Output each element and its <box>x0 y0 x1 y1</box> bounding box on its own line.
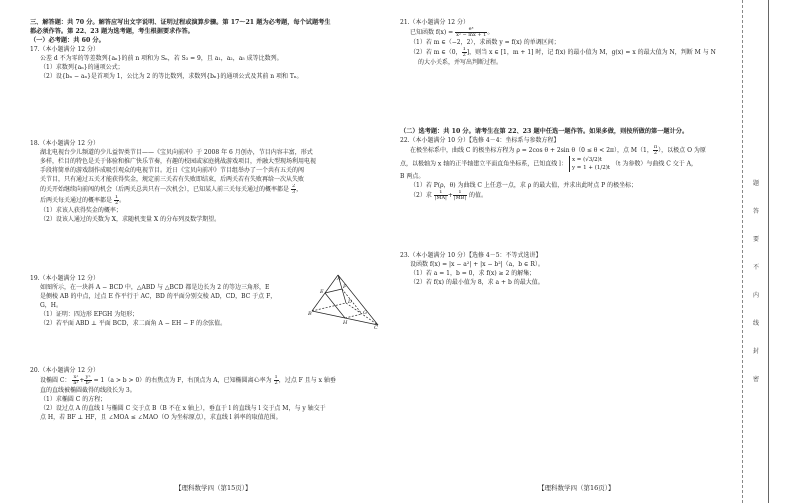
section3-header: 三、解答题：共 70 分。解答应写出文字说明、证明过程或演算步骤。第 17～21 题为必考题，每个试题考生 <box>30 19 331 26</box>
q22-line-text: 的值。 <box>468 192 487 199</box>
fig-label: E <box>320 289 324 295</box>
q21-line: （1）若 m ∈（−2，2），求函数 y = f(x) 的单调区间； <box>410 39 560 46</box>
fraction: $\frac{2}{3}$ <box>291 184 296 195</box>
q17-line: 公差 d 不为零的等差数列{aₙ}的前 n 项和为 Sₙ，若 S₃ = 9，且 a₁，a₂，a₅ 成等比数列。 <box>40 55 283 62</box>
q19-line: 是侧棱 AB 的中点，过点 E 作平行于 AC，BD 的平面分别交棱 AD，CD，BC 于点 F， <box>40 293 277 300</box>
q22-line <box>400 145 730 156</box>
q19-number: 19.（本小题满分 12 分） <box>30 275 99 282</box>
fraction: $\frac{1}{|MA|}$ <box>434 190 447 201</box>
q22-line <box>400 156 730 172</box>
fig-label: C <box>374 325 378 329</box>
binding-char: 不 <box>752 264 759 271</box>
right-column <box>400 18 730 287</box>
q18-line: 湖北电视台少儿频道的少儿益智类节目——《宝贝向前冲》于 2008 年 6 月创办，节目内容丰富，形式 <box>40 149 313 156</box>
q21-line <box>400 47 730 58</box>
q18-line: 手段将简单的游戏制作成吸引观众的电视节目。近日《宝贝向前冲》节目组举办了一个共有五关的闯 <box>40 167 305 174</box>
required-header: （一）必考题：共 60 分。 <box>30 37 105 44</box>
q20-number: 20.（本小题满分 12 分） <box>30 367 99 374</box>
binding-char: 题 <box>752 180 759 187</box>
section3-header-cont: 都必须作答。第 22、23 题为选考题，考生根据要求作答。 <box>30 28 194 35</box>
binding-notice <box>750 170 762 394</box>
q20-line-text: ，过点 F 且与 x 轴垂 <box>278 377 336 384</box>
fig-label: D <box>348 299 353 305</box>
q21-line-text: （2）若 m ∈（0， <box>410 49 462 56</box>
fraction: $\frac{\text{x²}}{\text{a²}}$ <box>73 375 79 386</box>
binding-char: 答 <box>752 208 759 215</box>
fraction: $\frac{1}{|MB|}$ <box>453 190 467 201</box>
q18-line: （1）求该人获得奖金的概率； <box>40 207 122 214</box>
q21-line: 的大小关系，并写出判断过程。 <box>418 59 503 66</box>
fraction: $\frac{\text{y²}}{\text{b²}}$ <box>85 375 91 386</box>
parametric-system <box>569 156 610 172</box>
q21-line-text: 已知函数 f(x) = <box>410 29 454 36</box>
q22-number: 22.（本小题满分 10 分）【选修 4－4：坐标系与参数方程】 <box>400 137 560 144</box>
page-footer-right: 【理科数学四（第16页）】 <box>538 484 615 492</box>
q19-line: G，H。 <box>40 302 63 309</box>
q20-line: 点 H，若 BF ⊥ HF，且 ∠MOA ≤ ∠MAO（O 为坐标原点），求直线 l 斜率的取值范围。 <box>40 414 282 421</box>
binding-dashed-line <box>742 0 744 503</box>
edge-hg <box>345 314 362 318</box>
q21-line-text: ]，则当 x ∈ [1，m + 1] 时，记 f(x) 的最小值为 M，g(x) = x 的最大值为 N，判断 M 与 N <box>466 49 716 56</box>
fraction: $\frac{1}{2}$ <box>274 375 278 386</box>
q18-line: 多样，栏目的特色是关于体验和推广快乐节奏，有趣的校园或家庭挑战游戏项目，并融大型现场利用电视 <box>40 158 317 165</box>
q18-line: 的关开始继续向前闯的机会（后两关总共只有一次机会），已知某人前三关每关通过的概率都是 $\frac{2}{3}$ ， <box>40 184 303 195</box>
q17-line: （2）设{bₙ − aₙ}是首项为 1，公比为 2 的等比数列，求数列{bₙ}的通项公式及其前 n 项和 Tₙ。 <box>40 73 303 80</box>
q19-line: 如图所示，在一块斜 A − BCD 中，△ABD 与 △BCD 都是边长为 2 的等边三角形，E <box>40 284 270 291</box>
fig-label: H <box>343 320 348 326</box>
q22-line: （1）若 P(ρ，θ) 为曲线 C 上任意一点，求 ρ 的最大值，并求出此时点 P 的极坐标； <box>410 182 638 189</box>
binding-solid-line <box>768 0 769 503</box>
left-column <box>30 18 385 422</box>
fraction: $\frac{1}{2}$ <box>114 195 119 206</box>
q18-line: 关节目，只有通过五关才能获得奖金，规定前三关若有失败即结束，后两关若有失败再给一次从失败 <box>40 176 305 183</box>
q19-line: （1）证明：四边形 EFGH 为矩形； <box>40 311 139 318</box>
q22-line: （2）求 $\frac{1}{|MA|}$ + $\frac{1}{|MB|}$ 的值。 <box>410 190 487 201</box>
binding-char: 封 <box>752 348 759 355</box>
binding-char: 内 <box>752 292 759 299</box>
q17-line: （1）求数列{aₙ}的通项公式； <box>40 64 124 71</box>
q23-line: （2）若 f(x) 的最小值为 8，求 a + b 的最大值。 <box>410 279 544 286</box>
question-23 <box>400 251 730 287</box>
q18-line: （2）设该人通过的关数为 X，求随机变量 X 的分布列及数学期望。 <box>40 216 221 223</box>
q21-line: 已知函数 f(x) = $\frac{\text{eˣ}}{\text{x² − mx + 1}}$ 。 <box>410 27 494 38</box>
q23-number: 23.（本小题满分 10 分）【选修 4－5：不等式选讲】 <box>400 252 542 259</box>
q20-line-text: 设椭圆 C： <box>40 377 71 384</box>
question-17 <box>30 45 385 81</box>
q22-line-text: （t 为参数）与曲线 C 交于 A， <box>612 160 698 168</box>
q20-line-text: = 1（a > b > 0）的右焦点为 F，右顶点为 A，已知椭圆离心率为 <box>93 377 272 384</box>
q18-line: 后两关每关通过的概率都是 $\frac{1}{2}$ 。 <box>40 195 126 206</box>
fig-label: F <box>343 284 347 290</box>
fraction: $\frac{\pi}{2}$ <box>653 145 658 156</box>
q18-line-text: 的关开始继续向前闯的机会（后两关总共只有一次机会），已知某人前三关每关通过的概率都是 <box>40 186 290 193</box>
binding-char: 要 <box>752 236 759 243</box>
q22-line-text: （2）求 <box>410 192 432 199</box>
q23-line: （1）若 a = 1，b = 0，求 f(x) ≥ 2 的解集； <box>410 270 536 277</box>
page-footer-left: 【理科数学四（第15页）】 <box>175 484 252 492</box>
tetrahedron-figure <box>308 273 380 329</box>
q20-line: 设椭圆 C： $\frac{\text{x²}}{\text{a²}}$ + $\frac{\text{y²}}{\text{b²}}$ = 1（a > b > 0）的右焦点为 F，右顶点为 A，已知椭圆离心率为 $\frac{1}{2}$ ，过点 F 且与 x 轴垂 <box>40 375 336 386</box>
q19-line: （2）若平面 ABD ⊥ 平面 BCD，求二面角 A − EH − F 的余弦值。 <box>40 320 227 327</box>
question-18 <box>30 139 385 224</box>
q20-line: 直的直线被椭圆截得的线段长为 3。 <box>40 387 136 394</box>
param-eq-y: y = 1 + (1/2)t <box>571 165 611 171</box>
question-21 <box>400 18 730 67</box>
q18-number: 18.（本小题满分 12 分） <box>30 140 99 147</box>
fraction: $\frac{1}{2}$ <box>462 47 466 58</box>
q18-line-text: 后两关每关通过的概率都是 <box>40 197 113 204</box>
q20-line: （1）求椭圆 C 的方程； <box>40 396 107 403</box>
optional-header: （二）选考题：共 10 分。请考生在第 22、23 题中任选一题作答。如果多做，则按所做的第一题计分。 <box>400 128 689 135</box>
q22-line: B 两点。 <box>400 173 425 180</box>
fraction: $\frac{\text{eˣ}}{\text{x² − mx + 1}}$ <box>456 27 487 38</box>
q22-line-text: 在极坐标系中，曲线 C 的极坐标方程为 ρ = 2cos θ + 2sin θ（0 ≤ θ < 2π），点 M（1， <box>410 147 653 154</box>
question-22 <box>400 136 730 201</box>
q22-line-text: 点，以极轴为 x 轴的正半轴建立平面直角坐标系，已知直线 l： <box>400 160 568 168</box>
q20-line: （2）设过点 A 的直线 l 与椭圆 C 交于点 B（B 不在 x 轴上），垂直于 l 的直线与 l 交于点 M，与 y 轴交于 <box>40 405 326 412</box>
binding-char: 线 <box>752 320 759 327</box>
q21-number: 21.（本小题满分 12 分） <box>400 19 469 26</box>
binding-char: 密 <box>752 376 759 383</box>
q22-line-text: ），以极点 O 为原 <box>658 147 706 154</box>
fig-label: B <box>308 311 312 317</box>
question-20 <box>30 366 385 422</box>
q17-number: 17.（本小题满分 12 分） <box>30 46 99 53</box>
q23-line: 设函数 f(x) = |x − a²| + |x − b²|（a，b ∈ R）。 <box>410 261 544 268</box>
fig-label: A <box>337 276 341 282</box>
param-eq-x: x = (√3/2)t <box>571 157 603 163</box>
fig-label: G <box>363 310 367 316</box>
